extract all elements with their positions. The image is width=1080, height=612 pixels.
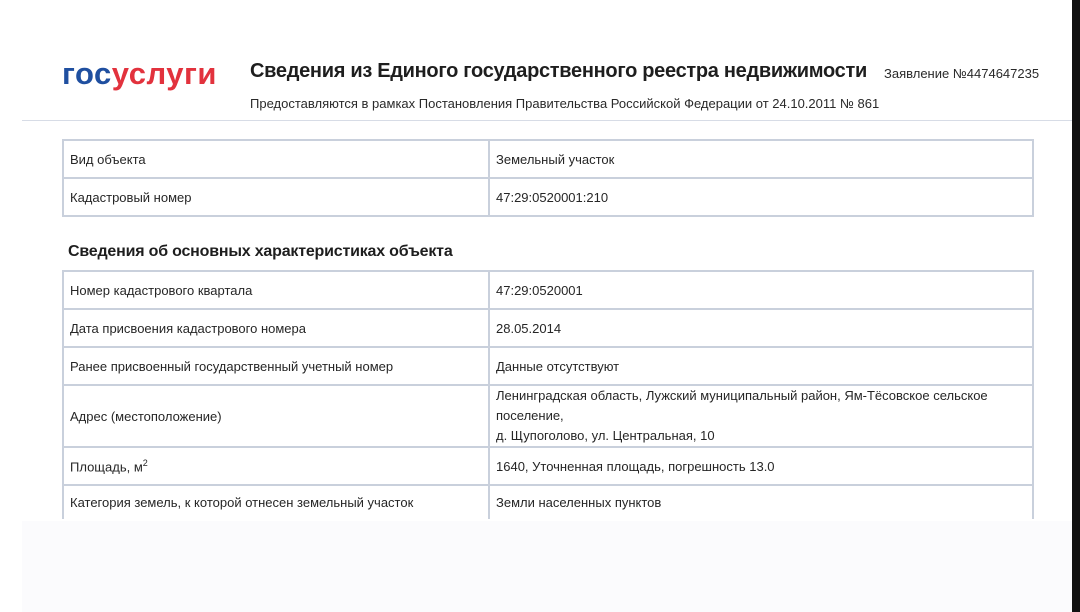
characteristics-table [62, 270, 1034, 519]
row-label: Ранее присвоенный государственный учетный номер [63, 347, 489, 385]
row-label: Дата присвоения кадастрового номера [63, 309, 489, 347]
row-value: Земельный участок [489, 140, 1033, 178]
table-row [63, 447, 1033, 485]
page-bottom [22, 521, 1072, 612]
row-label: Кадастровый номер [63, 178, 489, 216]
row-label: Площадь, $м^2$ [63, 447, 489, 485]
table-row [63, 309, 1033, 347]
row-label: Вид объекта [63, 140, 489, 178]
superscript: 2 [142, 457, 148, 468]
row-label: Адрес (местоположение) [63, 385, 489, 447]
row-value: 28.05.2014 [489, 309, 1033, 347]
application-number: Заявление №4474647235 [884, 66, 1040, 81]
document-header [22, 46, 1072, 121]
row-value: 1640, Уточненная площадь, погрешность 13.0 [489, 447, 1033, 485]
top-area [22, 0, 1072, 46]
document-subtitle: Предоставляются в рамках Постановления Правительства Российской Федерации от 24.10.2011 № 861 [250, 96, 880, 111]
object-table [62, 139, 1034, 217]
table-row [63, 178, 1033, 216]
table-row [63, 385, 1033, 447]
table-row [63, 347, 1033, 385]
document-title: Сведения из Единого государственного реестра недвижимости [250, 60, 867, 82]
row-value: Данные отсутствуют [489, 347, 1033, 385]
row-value: Земли населенных пунктов [489, 485, 1033, 519]
gosuslugi-logo: госуслуги [62, 56, 217, 91]
table-row [63, 140, 1033, 178]
address-line-2: д. Щупоголово, ул. Центральная, 10 [496, 428, 715, 443]
left-margin [0, 0, 22, 612]
right-edge [1072, 0, 1080, 612]
section-title: Сведения об основных характеристиках объекта [68, 243, 453, 260]
table-row [63, 485, 1033, 519]
document-body [22, 121, 1072, 521]
row-value: 47:29:0520001 [489, 271, 1033, 309]
row-label: Номер кадастрового квартала [63, 271, 489, 309]
address-line-1: Ленинградская область, Лужский муниципальный район, Ям-Тёсовское сельское поселение, [496, 388, 988, 423]
row-value [489, 385, 1033, 447]
table-row [63, 271, 1033, 309]
row-label: Категория земель, к которой отнесен земельный участок [63, 485, 489, 519]
row-value: 47:29:0520001:210 [489, 178, 1033, 216]
